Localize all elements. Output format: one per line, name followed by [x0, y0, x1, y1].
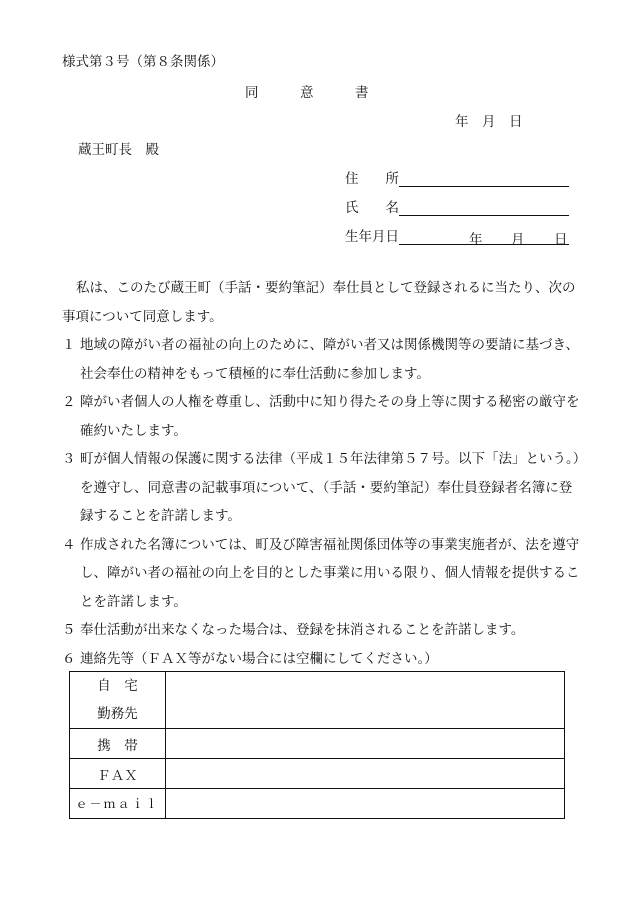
name-label: 氏 名 — [345, 200, 399, 216]
fax-input-cell[interactable] — [166, 759, 565, 789]
mobile-input-cell[interactable] — [166, 729, 565, 759]
address-field — [345, 167, 569, 187]
document-title: 同 意 書 — [245, 85, 383, 101]
item-text: 町が個人情報の保護に関する法律（平成１５年法律第５７号。以下「法」という。）を遵守し、同意書の記載事項について、（手話・要約筆記）奉仕員登録者名簿に登録することを許諾します。 — [80, 451, 580, 524]
home-label: 自 宅 — [97, 678, 138, 694]
dob-label: 生年月日 — [345, 229, 399, 245]
item-text: 作成された名簿については、町及び障害福祉関係団体等の事業実施者が、法を遵守し、障がい者の福祉の向上を目的とした事業に用いる限り、個人情報を提供することを許諾します。 — [80, 536, 580, 610]
mobile-label: 携 帯 — [70, 729, 166, 759]
dob-year-label: 年 — [469, 232, 483, 248]
form-number: 様式第３号（第８条関係） — [62, 54, 224, 70]
fax-label: ＦＡＸ — [70, 759, 166, 789]
name-field — [345, 196, 569, 216]
consent-item-4 — [62, 531, 582, 617]
address-label: 住 所 — [345, 171, 399, 187]
item-number: ２ — [62, 394, 76, 410]
addressee: 蔵王町長 殿 — [78, 142, 159, 158]
contact-table — [69, 671, 565, 819]
item-text: 障がい者個人の人権を尊重し、活動中に知り得たその身上等に関する秘密の厳守を確約いたします。 — [80, 394, 580, 439]
table-row — [70, 729, 565, 759]
dob-input-line[interactable] — [399, 228, 569, 248]
table-row — [70, 789, 565, 819]
item-number: ４ — [62, 536, 76, 553]
email-input-cell[interactable] — [166, 789, 565, 819]
intro-paragraph: 私は、このたび蔵王町（手話・要約筆記）奉仕員として登録されるに当たり、次の事項について同意します。 — [62, 280, 576, 325]
home-work-input-cell[interactable] — [166, 672, 565, 729]
dob-day-label: 日 — [554, 232, 568, 248]
item-text: 連絡先等（ＦＡＸ等がない場合には空欄にしてください。） — [80, 650, 438, 667]
item-number: １ — [62, 337, 76, 353]
item-text: 奉仕活動が出来なくなった場合は、登録を抹消されることを許諾します。 — [80, 622, 525, 638]
dob-month-label: 月 — [511, 232, 525, 248]
consent-items-list — [62, 331, 582, 673]
dob-field — [345, 225, 569, 248]
table-row — [70, 672, 565, 729]
date-line: 年 月 日 — [455, 114, 523, 130]
item-number: ５ — [62, 622, 76, 638]
consent-item-3 — [62, 445, 582, 531]
table-row — [70, 759, 565, 789]
email-label: ｅ－ｍａｉｌ — [70, 789, 166, 819]
work-label: 勤務先 — [97, 706, 138, 722]
item-text: 地域の障がい者の福祉の向上のために、障がい者又は関係機関等の要請に基づき、社会奉仕の精神をもって積極的に奉仕活動に参加します。 — [80, 337, 579, 382]
home-work-label-cell — [70, 672, 166, 729]
address-input-line[interactable] — [399, 172, 569, 187]
consent-item-6 — [62, 645, 582, 674]
item-number: ６ — [62, 650, 76, 667]
consent-item-2 — [62, 388, 582, 445]
item-number: ３ — [62, 451, 76, 467]
consent-item-1 — [62, 331, 582, 388]
name-input-line[interactable] — [399, 201, 569, 216]
consent-item-5 — [62, 616, 582, 645]
